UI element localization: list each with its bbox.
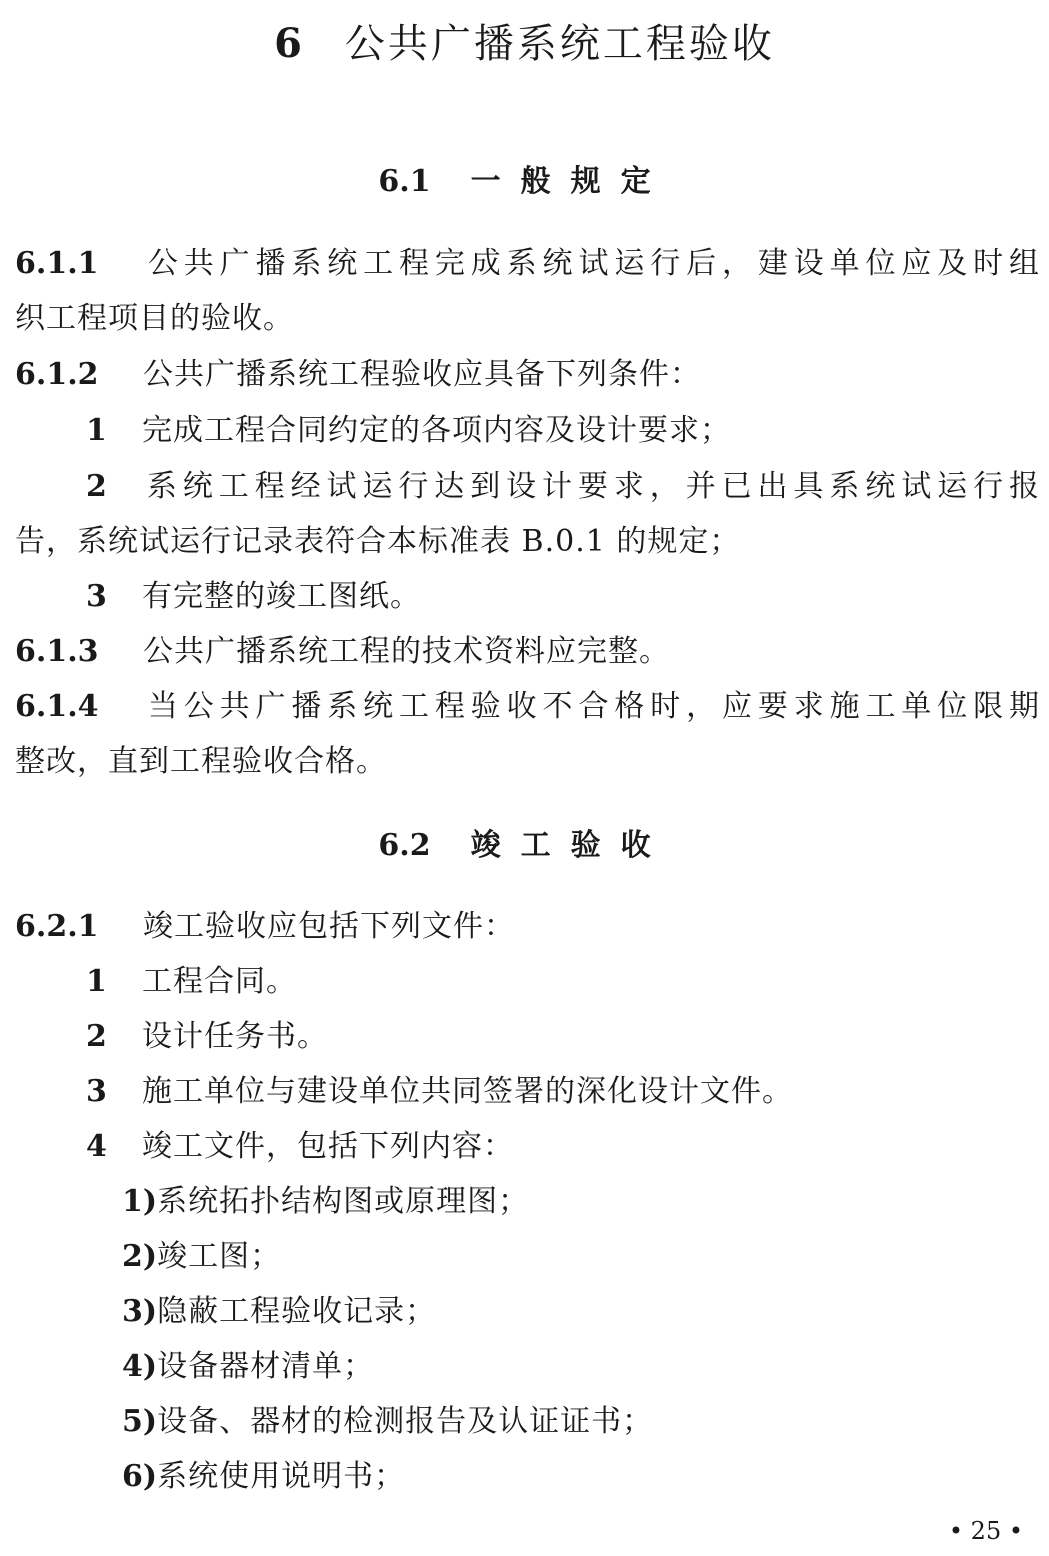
item-number: 1 (86, 413, 107, 448)
clause-number: 6.1.4 (15, 689, 99, 724)
sub-item-text: 设备、器材的检测报告及认证证书； (157, 1404, 654, 1439)
sub-item-text: 隐蔽工程验收记录； (157, 1294, 437, 1329)
item-number: 1 (86, 964, 107, 999)
sub-item-text: 系统使用说明书； (157, 1459, 406, 1494)
item-text: 系统工程经试运行达到设计要求，并已出具系统试运行报 (142, 469, 1040, 504)
clause-text: 公共广播系统工程的技术资料应完整。 (143, 634, 670, 669)
clause-6-1-3 (15, 632, 1040, 672)
page-number: • 25 • (948, 1517, 1023, 1545)
item-number: 2 (86, 469, 107, 504)
sub-item-text: 系统拓扑结构图或原理图； (157, 1184, 530, 1219)
sub-item-number: 4) (122, 1349, 158, 1384)
clause-6-1-4-cont (15, 742, 1040, 782)
section-title-6-1 (0, 162, 1049, 202)
sub-item-number: 6) (122, 1459, 158, 1494)
section-title-text: 一般规定 (470, 164, 671, 199)
list-item (86, 1127, 1040, 1167)
item-text: 竣工文件，包括下列内容： (142, 1129, 514, 1164)
list-item (86, 411, 1040, 451)
list-item (86, 577, 1040, 617)
item-text: 工程合同。 (142, 964, 297, 999)
clause-number: 6.1.3 (15, 634, 99, 669)
item-number: 2 (86, 1019, 107, 1054)
sub-item (122, 1237, 1040, 1277)
item-text: 告，系统试运行记录表符合本标准表 B.0.1 的规定； (15, 524, 741, 559)
section-number: 6.2 (378, 828, 431, 863)
clause-6-1-4 (15, 687, 1040, 727)
sub-item-number: 1) (122, 1184, 158, 1219)
chapter-title (0, 16, 1049, 72)
clause-6-2-1 (15, 907, 1040, 947)
chapter-title-text: 公共广播系统工程验收 (344, 21, 775, 67)
clause-text: 当公共广播系统工程验收不合格时，应要求施工单位限期 (143, 689, 1040, 724)
section-title-text: 竣工验收 (470, 828, 671, 863)
item-text: 完成工程合同约定的各项内容及设计要求； (142, 413, 731, 448)
clause-number: 6.2.1 (15, 909, 99, 944)
sub-item-number: 3) (122, 1294, 158, 1329)
sub-item (122, 1182, 1040, 1222)
list-item (86, 1017, 1040, 1057)
clause-number: 6.1.1 (15, 246, 99, 281)
item-text: 有完整的竣工图纸。 (142, 579, 421, 614)
clause-6-1-1-cont (15, 299, 1040, 339)
sub-item-number: 5) (122, 1404, 158, 1439)
clause-text: 公共广播系统工程完成系统试运行后，建设单位应及时组 (143, 246, 1040, 281)
chapter-number: 6 (274, 20, 305, 67)
sub-item (122, 1457, 1040, 1497)
list-item-cont (15, 522, 1040, 562)
clause-text: 公共广播系统工程验收应具备下列条件： (143, 357, 701, 392)
item-text: 设计任务书。 (142, 1019, 328, 1054)
item-number: 3 (86, 1074, 107, 1109)
sub-item-number: 2) (122, 1239, 158, 1274)
clause-text: 整改，直到工程验收合格。 (15, 744, 387, 779)
list-item (86, 467, 1040, 507)
item-text: 施工单位与建设单位共同签署的深化设计文件。 (142, 1074, 793, 1109)
sub-item (122, 1347, 1040, 1387)
sub-item-text: 竣工图； (157, 1239, 282, 1274)
section-number: 6.1 (378, 164, 431, 199)
item-number: 3 (86, 579, 107, 614)
clause-number: 6.1.2 (15, 357, 99, 392)
clause-text: 织工程项目的验收。 (15, 301, 294, 336)
list-item (86, 962, 1040, 1002)
section-title-6-2 (0, 826, 1049, 866)
clause-6-1-1 (15, 244, 1040, 284)
item-number: 4 (86, 1129, 107, 1164)
clause-6-1-2 (15, 355, 1040, 395)
sub-item-text: 设备器材清单； (157, 1349, 375, 1384)
list-item (86, 1072, 1040, 1112)
clause-text: 竣工验收应包括下列文件： (143, 909, 515, 944)
sub-item (122, 1292, 1040, 1332)
sub-item (122, 1402, 1040, 1442)
